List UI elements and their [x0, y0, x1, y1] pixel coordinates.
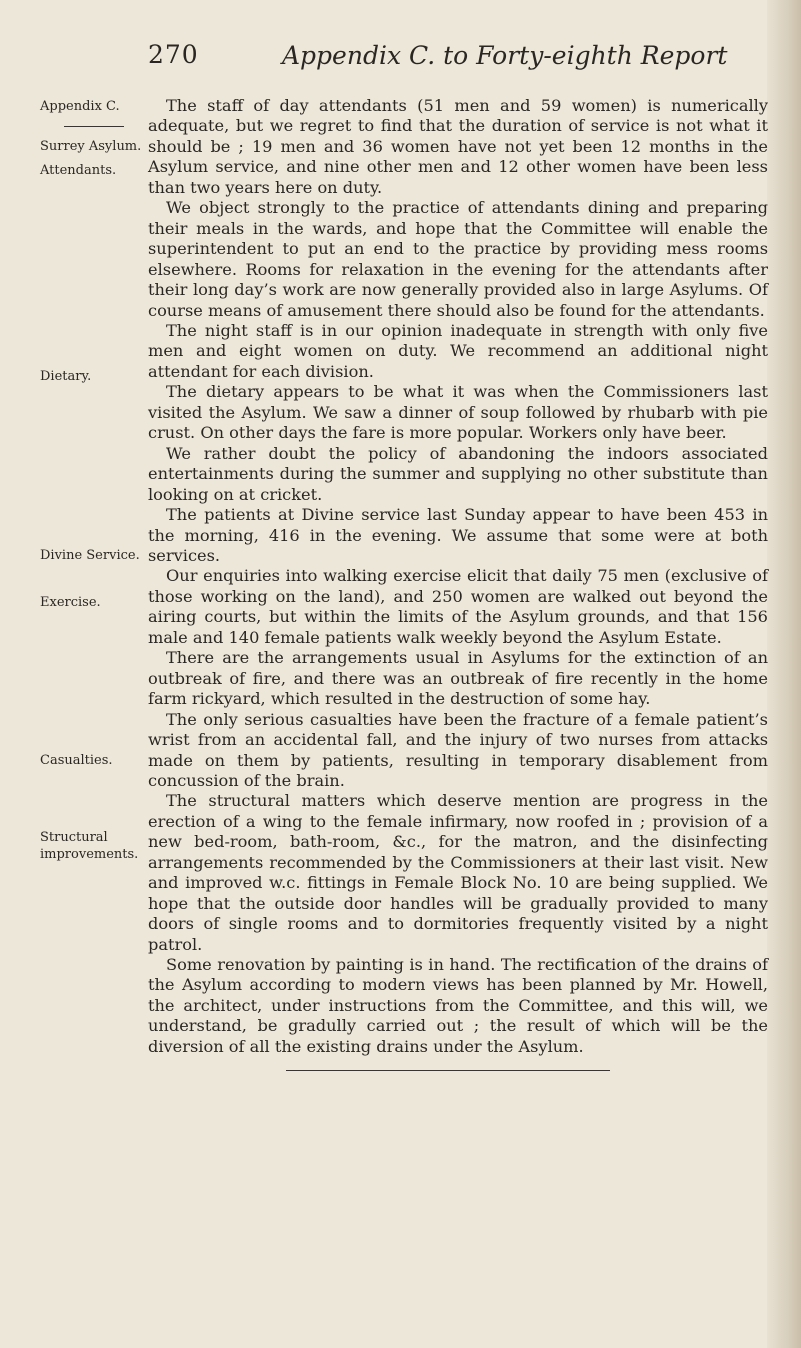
sidenote-casualties: Casualties.: [40, 753, 113, 768]
paragraph-divine-service: The patients at Divine service last Sunday appear to have been 453 in the morning, 416 in the evening. We assume that some were at both services.: [148, 505, 768, 565]
sidenote-exercise: Exercise.: [40, 595, 101, 610]
paragraph-casualties: The only serious casualties have been the fracture of a female patient’s wrist from an accidental fall, and the injury of two nurses from attacks made on them by patients, resulting in temporary disablement from concussion of the brain.: [148, 709, 768, 790]
page-edge-shadow: [767, 0, 801, 1348]
paragraph-dietary: The dietary appears to be what it was when the Commissioners last visited the Asylum. We saw a dinner of soup followed by rhubarb with pie crust. On other days the fare is more popular. Workers only have beer.: [148, 382, 768, 443]
sidenote-rule: [64, 126, 124, 127]
sidenote-attendants: Attendants.: [40, 163, 117, 178]
paragraph-entertainments: We rather doubt the policy of abandoning the indoors associated entertainments during the summer and supplying no other substitute than looking on at cricket.: [148, 443, 768, 504]
page-number: 270: [148, 40, 199, 69]
body-text: [148, 96, 768, 1057]
paragraph-structural: The structural matters which deserve mention are progress in the erection of a wing to the female infirmary, now roofed in ; provision of a new bed-room, bath-room, &c., for the matron, and the disinfecting arrangements recommended by the Commissioners at their last visit. New and improved w.c. fittings in Female Block No. 10 are being supplied. We hope that the outside door handles will be gradually provided to many doors of single rooms and to dormitories frequently visited by a night patrol.: [148, 791, 768, 954]
paragraph-renovation: Some renovation by painting is in hand. The rectification of the drains of the Asylum according to modern views has been planned by Mr. Howell, the architect, under instructions from the Committee, and this will, we understand, be gradully carried out ; the result of which will be the diversion of all the existing drains under the Asylum.: [148, 955, 768, 1056]
page-header: [0, 40, 801, 80]
paragraph-fire: There are the arrangements usual in Asylums for the extinction of an outbreak of fire, and there was an outbreak of fire recently in the home farm rickyard, which resulted in the destruction of some hay.: [148, 648, 768, 709]
sidenote-dietary: Dietary.: [40, 369, 92, 384]
sidenote-structural: [40, 829, 138, 863]
paragraph-attendants-staff: The staff of day attendants (51 men and 59 women) is numerically adequate, but we regret to find that the duration of service is not what it should be ; 19 men and 36 women have not yet been 12 months in the Asylum service, and nine other men and 12 other women have been less than two years here on duty.: [148, 96, 768, 197]
paragraph-exercise: Our enquiries into walking exercise elicit that daily 75 men (exclusive of those working on the land), and 250 women are walked out beyond the airing courts, but within the limits of the Asylum grounds, and that 156 male and 140 female patients walk weekly beyond the Asylum Estate.: [148, 566, 768, 647]
end-rule: [286, 1070, 610, 1071]
sidenote-divine-service: Divine Service.: [40, 548, 140, 563]
sidenote-appendix: Appendix C.: [40, 99, 120, 114]
sidenote-surrey-asylum: Surrey Asylum.: [40, 139, 142, 154]
paragraph-attendants-dining: We object strongly to the practice of attendants dining and preparing their meals in the wards, and hope that the Committee will enable the superintendent to put an end to the practice by providing mess rooms elsewhere. Rooms for relaxation in the evening for the attendants after their long day’s work are now generally provided also in large Asylums. Of course means of amusement there should also be found for the attendants.: [148, 198, 768, 320]
running-title: Appendix C. to Forty-eighth Report: [282, 41, 728, 70]
sidenote-structural-line1: Structural: [40, 830, 108, 845]
paragraph-night-staff: The night staff is in our opinion inadequate in strength with only five men and eight women on duty. We recommend an additional night attendant for each division.: [148, 320, 768, 381]
sidenote-structural-line2: improvements.: [40, 847, 139, 862]
